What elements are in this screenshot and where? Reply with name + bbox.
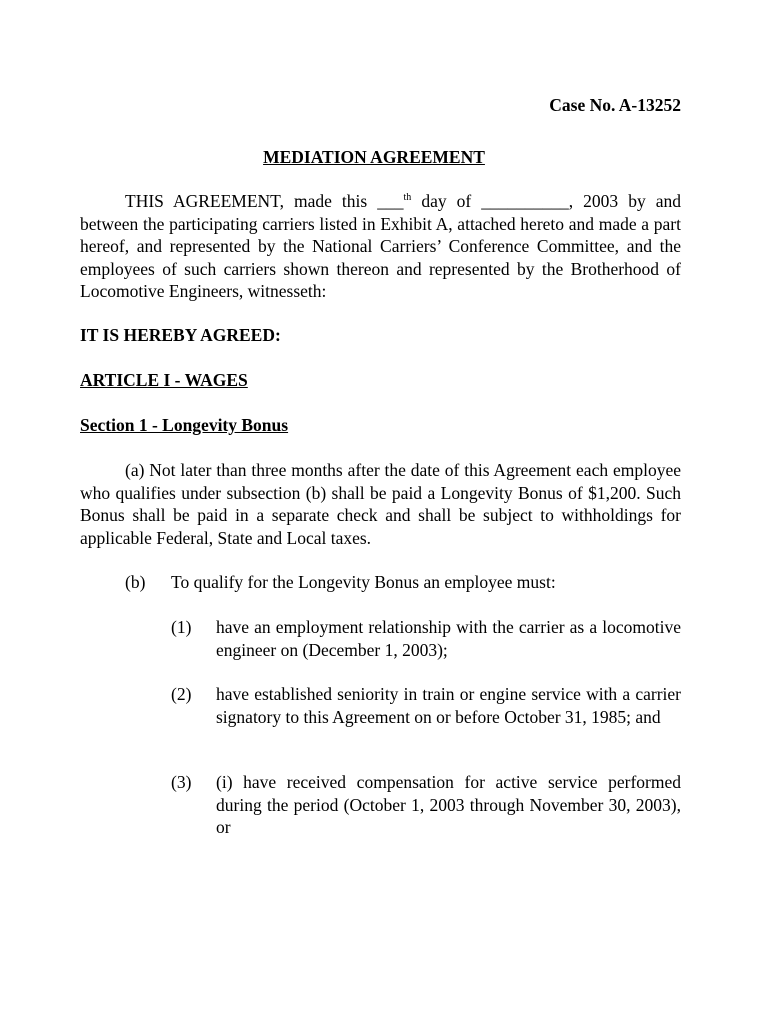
- intro-text-rest: day of __________, 2003 by and between the participating carriers listed in Exhibit A, attached hereto and made a part hereof, and represented by the National Carriers’ Conference Committee, and the employees of such carriers shown thereon and represented by the Brotherhood of Locomotive Engineers, witnesseth:: [80, 191, 681, 302]
- article-heading: [80, 369, 681, 392]
- requirement-text: have an employment relationship with the carrier as a locomotive engineer on (December 1, 2003);: [216, 617, 681, 660]
- intro-paragraph: [80, 190, 681, 303]
- requirement-text: (i) have received compensation for active service performed during the period (October 1, 2003 through November 30, 2003), or: [216, 772, 681, 838]
- document-title: MEDIATION AGREEMENT: [263, 147, 485, 167]
- requirement-item: [171, 616, 681, 664]
- intro-superscript: th: [403, 192, 412, 203]
- paragraph-b-label: (b): [125, 572, 146, 592]
- paragraph-b: [125, 571, 681, 595]
- requirement-label: (3): [171, 772, 192, 792]
- requirement-item: [171, 771, 681, 841]
- requirement-text: have established seniority in train or engine service with a carrier signatory to this Agreement on or before October 31, 1985; and: [216, 684, 681, 727]
- intro-text-start: THIS AGREEMENT, made this ___: [125, 191, 404, 211]
- agreed-heading: IT IS HEREBY AGREED:: [80, 325, 281, 345]
- requirement-label: (2): [171, 684, 192, 704]
- paragraph-a: (a) Not later than three months after the date of this Agreement each employee who qualifies under subsection (b) shall be paid a Longevity Bonus of $1,200. Such Bonus shall be paid in a separate check and shall be subject to withholdings for applicable Federal, State and Local taxes.: [80, 460, 681, 548]
- requirement-item: [171, 683, 681, 753]
- section-heading: [80, 414, 681, 437]
- article-heading-text: ARTICLE I - WAGES: [80, 370, 248, 390]
- case-number: Case No. A-13252: [549, 95, 681, 115]
- requirement-label: (1): [171, 617, 192, 637]
- section-heading-text: Section 1 - Longevity Bonus: [80, 415, 289, 435]
- paragraph-b-text: To qualify for the Longevity Bonus an employee must:: [171, 572, 556, 592]
